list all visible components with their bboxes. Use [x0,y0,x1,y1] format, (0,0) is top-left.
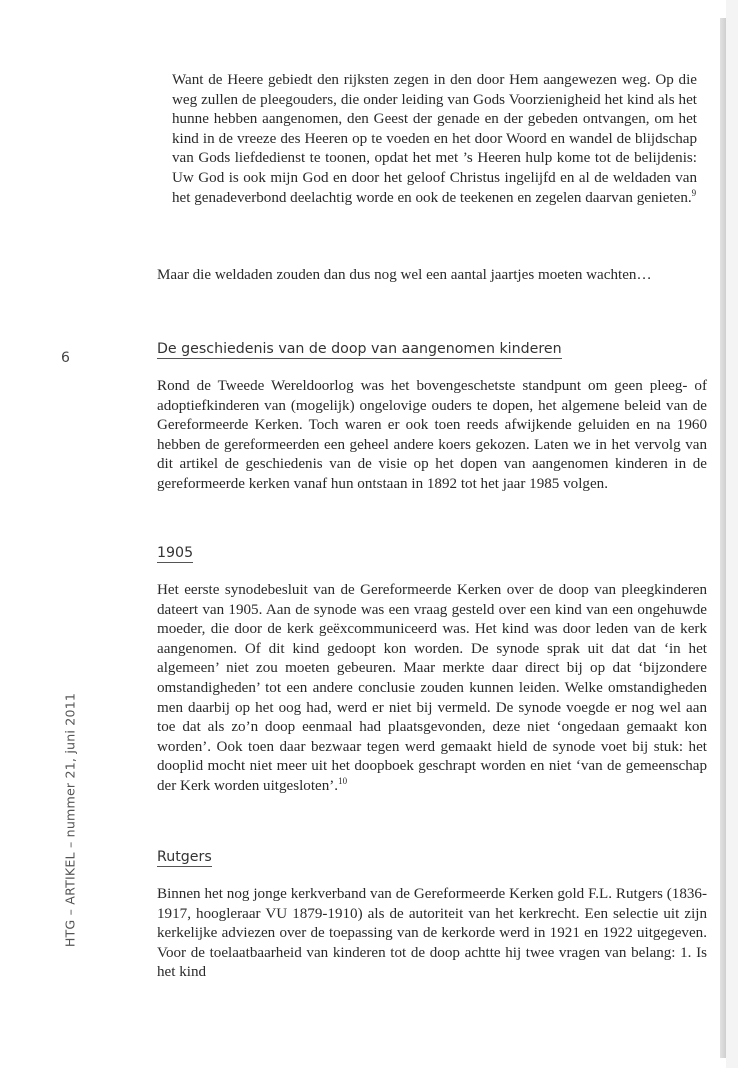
section-heading-history: De geschiedenis van de doop van aangenomen kinderen [157,341,562,357]
page-number: 6 [61,350,70,366]
section-heading-rutgers: Rutgers [157,849,212,865]
section-body-history: Rond de Tweede Wereldoorlog was het bovengeschetste standpunt om geen pleeg- of adoptiefkinderen van (mogelijk) ongelovige ouders te dopen, het algemene beleid van de Gereformeerde Kerken. Toch waren er ook toen reeds afwijkende geluiden en na 1960 hebben de gereformeerden een geheel andere koers gekozen. Laten we in het vervolg van dit artikel de geschiedenis van de visie op het dopen van aangenomen kinderen in de gereformeerde kerken vanaf hun ontstaan in 1892 tot het jaar 1985 volgen. [157,378,707,492]
section-body-1905 [157,581,707,797]
after-quote-paragraph: Maar die weldaden zouden dan dus nog wel een aantal jaartjes moeten wachten… [157,267,652,283]
block-quote-text: Want de Heere gebiedt den rijksten zegen in den door Hem aangewezen weg. Op die weg zullen de pleegouders, die onder leiding van Gods Voorzienigheid het kind als het hunne hebben aangenomen, den Geest der genade en der gebeden ontvangen, om het kind in de vreeze des Heeren op te voeden en het door Woord en wandel de blijdschap van Gods liefdedienst te toonen, opdat het met ’s Heeren hulp kome tot de belijdenis: Uw God is ook mijn God en door het geloof Christus ingelijfd en al de weldaden van het genadeverbond deelachtig worde en ook de teekenen en zegelen daarvan genieten. [172,72,697,206]
running-head: HTG – ARTIKEL – nummer 21, juni 2011 [62,692,78,948]
block-quote [172,71,697,208]
footnote-marker: 9 [691,187,697,198]
footnote-marker: 10 [338,775,348,786]
page-edge-margin [726,0,738,1068]
section-body-rutgers: Binnen het nog jonge kerkverband van de Gereformeerde Kerken gold F.L. Rutgers (1836-1917, hoogleraar VU 1879-1910) als de autoriteit van het kerkrecht. Een selectie uit zijn kerkelijke adviezen over de toepassing van de kerkorde werd in 1921 en 1922 uitgegeven. Voor de toelaatbaarheid van kinderen tot de doop achtte hij twee vragen van belang: 1. Is het kind [157,886,707,981]
section-body-1905-text: Het eerste synodebesluit van de Gereformeerde Kerken over de doop van pleegkinderen dateert van 1905. Aan de synode was een vraag gesteld over een kind van een ongehuwde moeder, die door de kerk geëxcommuniceerd was. Het kind was door leden van de kerk aangenomen. Of dit kind gedoopt kon worden. De synode sprak uit dat dat ‘in het algemeen’ niet zou moeten gebeuren. Maar merkte daar direct bij op dat ‘bijzondere omstandigheden’ tot een andere conclusie zouden kunnen leiden. Welke omstandigheden men daarbij op het oog had, werd er niet bij vermeld. De synode voegde er nog wel aan toe dat als zo’n doop eenmaal had plaatsgevonden, deze niet ‘ongedaan gemaakt kon worden’. Ook toen daar bezwaar tegen werd gemaakt hield de synode voet bij stuk: het dooplid mocht niet meer uit het doopboek geschrapt worden en niet ‘van de gemeenschap der Kerk worden uitgesloten’. [157,582,707,794]
section-heading-1905: 1905 [157,545,194,561]
